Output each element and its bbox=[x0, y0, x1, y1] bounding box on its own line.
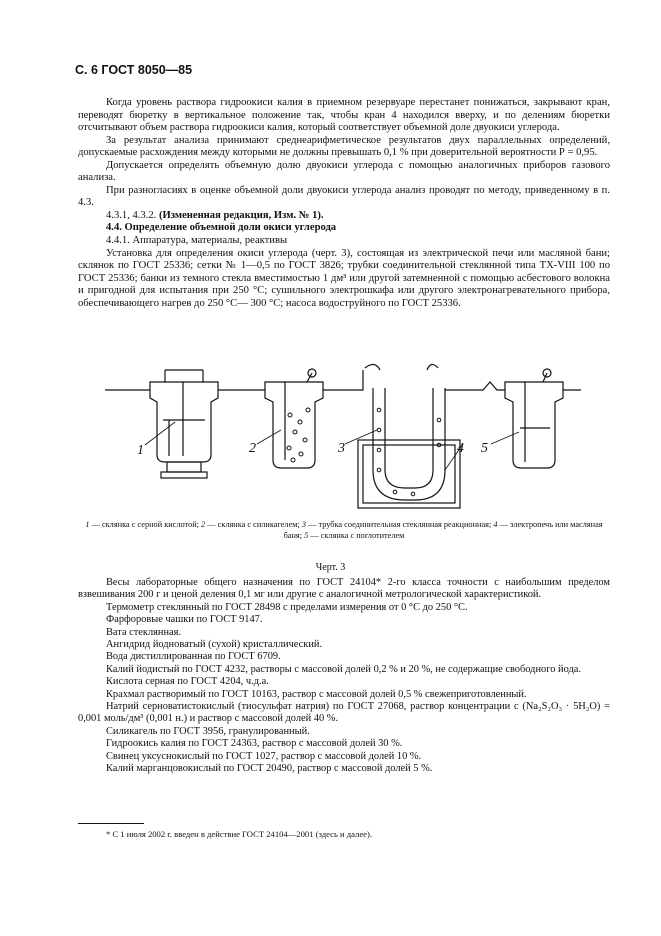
top-text bbox=[78, 97, 610, 310]
change-note-text: (Измененная редакция, Изм. № 1). bbox=[158, 209, 324, 221]
material-item: Ангидрид йодноватый (сухой) кристаллический. bbox=[106, 639, 323, 651]
paragraph: За результат анализа принимают среднеарифметическое результатов двух параллельных определений, допускаемые расхождения между которыми не должны превышать 0,1 % при доверительной вероятности Р = 0,95. bbox=[78, 134, 610, 159]
setup-paragraph: Установка для определения окиси углерода (черт. 3), состоящая из электрической печи или масляной бани; склянок по ГОСТ 25336; сетки № 1—0,5 по ГОСТ 3826; трубки соединительной стеклянной типа ТХ-VIII 100 по ГОСТ 25336; банки из темного стекла вместимостью 1 дм³ или другой затемненной с помощью асбестового волокна и пригодной для испытания при 250 °С; сушильного электрошкафа или другого электронагревательного прибора, обеспечивающего нагрев до 250 °С— 300 °С; насоса водоструйного по ГОСТ 25336. bbox=[78, 247, 610, 309]
material-item: Весы лабораторные общего назначения по ГОСТ 24104* 2-го класса точности с наибольшим пределом взвешивания 200 г и ценой деления 0,1 мг или другие с аналогичной метрологической характеристикой. bbox=[78, 577, 610, 601]
material-item: Вата стеклянная. bbox=[106, 626, 182, 638]
material-item: Свинец уксуснокислый по ГОСТ 1027, раствор с массовой долей 10 %. bbox=[106, 750, 422, 762]
change-note bbox=[78, 210, 610, 223]
materials-list bbox=[78, 577, 610, 776]
footnote-divider bbox=[78, 823, 144, 824]
footnote: * С 1 июля 2002 г. введен в действие ГОСТ 24104—2001 (здесь и далее). bbox=[106, 829, 372, 839]
caption-num: 2 bbox=[201, 520, 206, 529]
caption-text: — трубка соединительная стеклянная реакционная; bbox=[306, 520, 494, 529]
material-item: Гидроокись калия по ГОСТ 24363, раствор с массовой долей 30 %. bbox=[106, 738, 403, 750]
label-1: 1 bbox=[137, 443, 144, 458]
label-2: 2 bbox=[249, 441, 256, 456]
label-3: 3 bbox=[338, 441, 345, 456]
paragraph: Допускается определять объемную долю двуокиси углерода с помощью аналогичных приборов газового анализа. bbox=[78, 159, 610, 184]
material-item: Кислота серная по ГОСТ 4204, ч.д.а. bbox=[106, 676, 269, 688]
label-4: 4 bbox=[457, 441, 464, 456]
caption-num: 1 bbox=[85, 520, 90, 529]
caption-text: — склянка с поглотителем bbox=[308, 530, 405, 540]
caption-num: 5 bbox=[304, 530, 309, 540]
paragraph: Когда уровень раствора гидроокиси калия в приемном резервуаре перестанет понижаться, закрывают кран, переводят бюретку в вертикальное положение так, чтобы кран 4 находился вверху, и по делениям бюретки отсчитывают объем раствора гидроокиси калия, который соответствует объемной доле двуокиси углерода. bbox=[78, 97, 610, 134]
figure-caption bbox=[78, 520, 610, 541]
page-header: С. 6 ГОСТ 8050—85 bbox=[75, 63, 193, 77]
sulfuric-acid-flask bbox=[150, 370, 218, 478]
caption-num: 4 bbox=[493, 520, 498, 529]
material-item: Вода дистиллированная по ГОСТ 6709. bbox=[106, 651, 281, 663]
caption-text: — электропечь или масляная баня; bbox=[283, 520, 603, 540]
material-item: Силикагель по ГОСТ 3956, гранулированный. bbox=[106, 725, 310, 737]
caption-num: 3 bbox=[301, 520, 307, 529]
caption-text: — склянка с силикагелем; bbox=[205, 520, 302, 529]
material-item: Термометр стеклянный по ГОСТ 28498 с пределами измерения от 0 °С до 250 °С. bbox=[106, 601, 468, 613]
section-heading: 4.4. Определение объемной доли окиси углерода bbox=[106, 222, 337, 234]
figure-title: Черт. 3 bbox=[315, 562, 346, 573]
gas-line bbox=[323, 370, 363, 390]
reaction-tube bbox=[365, 364, 445, 500]
caption-text: — склянка с серной кислотой; bbox=[89, 520, 202, 529]
material-item: Фарфоровые чашки по ГОСТ 9147. bbox=[106, 614, 263, 626]
material-item: Калий марганцовокислый по ГОСТ 20490, раствор с массовой долей 5 %. bbox=[106, 763, 433, 775]
material-item: Калий йодистый по ГОСТ 4232, растворы с массовой долей 0,2 % и 20 %, не содержащие свободного йода. bbox=[106, 663, 581, 675]
apparatus-figure bbox=[95, 360, 585, 510]
material-item: Крахмал растворимый по ГОСТ 10163, раствор с массовой долей 0,5 % свежеприготовленный. bbox=[106, 688, 527, 700]
absorber-flask bbox=[505, 369, 563, 468]
material-item: Натрий серноватистокислый (тиосульфат натрия) по ГОСТ 27068, раствор концентрации с (Na₂S₂O₃ · 5H₂O) = 0,001 моль/дм³ (0,001 н.) и раствор с массовой долей 40 %. bbox=[78, 701, 610, 725]
change-note-ref: 4.3.1, 4.3.2. bbox=[106, 209, 157, 221]
label-5: 5 bbox=[481, 441, 488, 456]
paragraph: При разногласиях в оценке объемной доли двуокиси углерода анализ проводят по методу, приведенному в п. 4.3. bbox=[78, 184, 610, 209]
silica-gel-flask bbox=[265, 369, 323, 468]
gas-line bbox=[445, 382, 505, 390]
subsection-heading: 4.4.1. Аппаратура, материалы, реактивы bbox=[106, 235, 288, 247]
